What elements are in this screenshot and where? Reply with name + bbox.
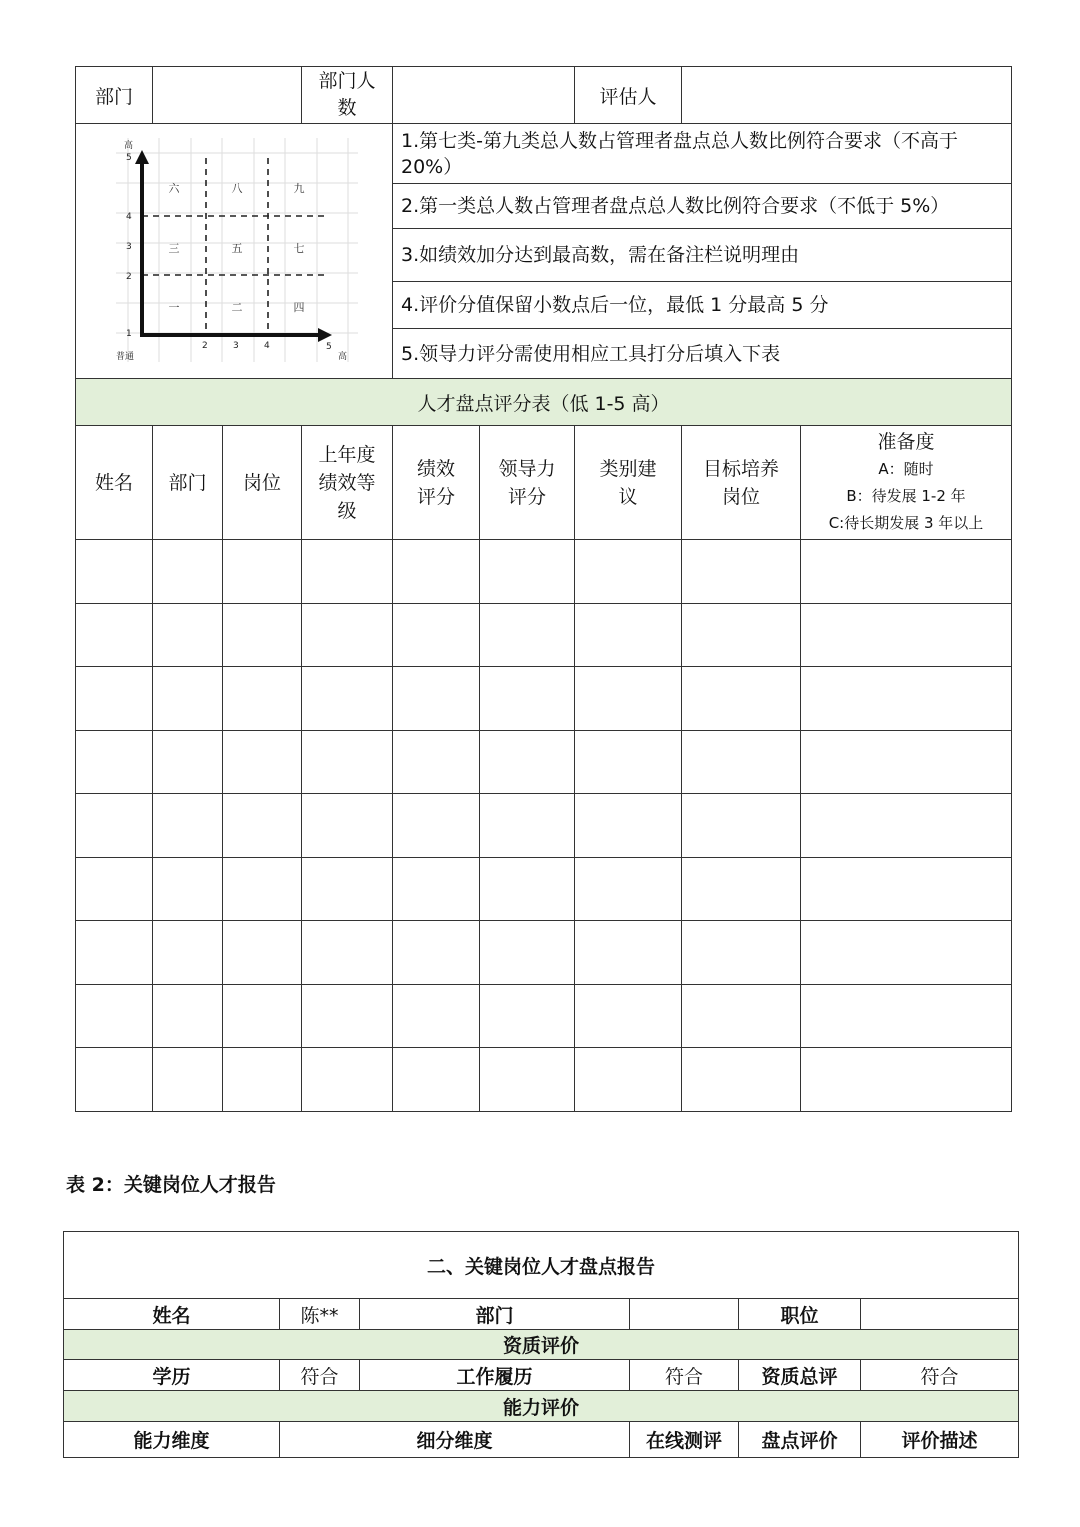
score-table-row — [76, 540, 1012, 604]
score-entry-cell[interactable] — [393, 921, 480, 985]
score-table-row — [76, 984, 1012, 1048]
score-table-row — [76, 794, 1012, 858]
col-last-year-line2: 绩效等 — [318, 471, 376, 494]
score-entry-cell[interactable] — [682, 794, 801, 858]
qualification-total-value[interactable]: 符合 — [861, 1360, 1019, 1391]
x-tick-2: 2 — [202, 341, 208, 351]
col-readiness-title: 准备度 — [877, 431, 935, 453]
col-category-suggestion — [575, 426, 682, 540]
score-entry-cell[interactable] — [480, 730, 575, 794]
ability-dimension-header: 能力维度 — [64, 1422, 280, 1458]
score-entry-cell[interactable] — [76, 794, 153, 858]
score-entry-cell[interactable] — [223, 603, 302, 667]
score-entry-cell[interactable] — [480, 603, 575, 667]
cell-7: 七 — [293, 242, 305, 255]
score-entry-cell[interactable] — [575, 984, 682, 1048]
score-entry-cell[interactable] — [153, 730, 223, 794]
score-entry-cell[interactable] — [801, 730, 1012, 794]
x-axis-start-label: 普通 — [116, 352, 135, 362]
readiness-option-a: A：随时 — [878, 460, 934, 478]
qualification-section: 资质评价 — [64, 1330, 1019, 1360]
score-entry-cell[interactable] — [682, 603, 801, 667]
score-entry-cell[interactable] — [76, 730, 153, 794]
y-axis-arrow-icon — [135, 150, 149, 164]
key-post-report-table — [63, 1231, 1019, 1458]
col-target-line2: 岗位 — [721, 485, 760, 508]
dept-value-cell[interactable] — [153, 67, 302, 124]
col-readiness — [801, 426, 1012, 540]
score-entry-cell[interactable] — [480, 794, 575, 858]
sub-dimension-header: 细分维度 — [280, 1422, 630, 1458]
score-table-title: 人才盘点评分表（低 1-5 高） — [76, 379, 1012, 426]
score-entry-cell[interactable] — [801, 921, 1012, 985]
rule-3: 3.如绩效加分达到最高数，需在备注栏说明理由 — [393, 229, 1012, 282]
cell-9: 九 — [293, 182, 305, 195]
score-entry-cell[interactable] — [801, 857, 1012, 921]
score-entry-cell[interactable] — [575, 857, 682, 921]
score-entry-cell[interactable] — [153, 1048, 223, 1112]
score-entry-cell[interactable] — [393, 540, 480, 604]
col-dept: 部门 — [153, 426, 223, 540]
col-leadership-score — [480, 426, 575, 540]
score-entry-cell[interactable] — [302, 667, 393, 731]
score-table-row — [76, 1048, 1012, 1112]
readiness-option-c: C:待长期发展 3 年以上 — [828, 514, 984, 532]
score-entry-cell[interactable] — [223, 667, 302, 731]
score-entry-cell[interactable] — [801, 667, 1012, 731]
score-entry-cell[interactable] — [480, 667, 575, 731]
y-tick-2: 2 — [126, 272, 132, 282]
dept-label: 部门 — [76, 67, 153, 124]
x-tick-3: 3 — [233, 341, 239, 351]
score-table-row — [76, 730, 1012, 794]
score-table-header — [76, 426, 1012, 540]
score-entry-cell[interactable] — [302, 730, 393, 794]
x-axis-high-label: 高 — [338, 352, 348, 362]
score-entry-cell[interactable] — [801, 603, 1012, 667]
score-entry-cell[interactable] — [682, 730, 801, 794]
score-entry-cell[interactable] — [302, 857, 393, 921]
cell-8: 八 — [231, 182, 243, 195]
col-lead-line2: 评分 — [507, 485, 546, 508]
score-entry-cell[interactable] — [393, 667, 480, 731]
y-tick-3: 3 — [126, 242, 132, 252]
score-entry-cell[interactable] — [801, 1048, 1012, 1112]
online-test-header: 在线测评 — [630, 1422, 739, 1458]
report-dept-value[interactable] — [630, 1299, 739, 1330]
score-entry-cell[interactable] — [76, 857, 153, 921]
score-table-row — [76, 857, 1012, 921]
score-entry-cell[interactable] — [682, 857, 801, 921]
cell-3: 三 — [168, 242, 180, 255]
score-entry-cell[interactable] — [682, 1048, 801, 1112]
qualification-total-label: 资质总评 — [739, 1360, 861, 1391]
x-axis-arrow-icon — [318, 328, 332, 342]
work-history-label: 工作履历 — [360, 1360, 630, 1391]
score-entry-cell[interactable] — [153, 667, 223, 731]
score-entry-cell[interactable] — [223, 984, 302, 1048]
score-entry-cell[interactable] — [76, 603, 153, 667]
score-entry-cell[interactable] — [575, 730, 682, 794]
cell-6: 六 — [168, 182, 180, 195]
dept-count-label — [302, 67, 393, 124]
report-name-value[interactable]: 陈** — [280, 1299, 360, 1330]
education-label: 学历 — [64, 1360, 280, 1391]
score-entry-cell[interactable] — [302, 984, 393, 1048]
cell-2: 二 — [231, 301, 243, 314]
col-lead-line1: 领导力 — [498, 457, 556, 480]
col-cat-line2: 议 — [618, 485, 638, 508]
report-position-label: 职位 — [739, 1299, 861, 1330]
score-entry-cell[interactable] — [153, 603, 223, 667]
score-table-body — [76, 540, 1012, 1112]
report-name-label: 姓名 — [64, 1299, 280, 1330]
score-entry-cell[interactable] — [575, 1048, 682, 1112]
score-entry-cell[interactable] — [223, 1048, 302, 1112]
assessor-value-cell[interactable] — [682, 67, 1012, 124]
score-entry-cell[interactable] — [223, 794, 302, 858]
score-entry-cell[interactable] — [480, 984, 575, 1048]
work-history-value[interactable]: 符合 — [630, 1360, 739, 1391]
col-last-year-line1: 上年度 — [318, 443, 376, 466]
table-2-caption: 表 2：关键岗位人才报告 — [66, 1174, 276, 1196]
score-entry-cell[interactable] — [682, 984, 801, 1048]
score-entry-cell[interactable] — [575, 794, 682, 858]
score-entry-cell[interactable] — [153, 921, 223, 985]
col-last-year-line3: 级 — [337, 499, 357, 522]
score-entry-cell[interactable] — [575, 540, 682, 604]
report-position-value[interactable] — [861, 1299, 1019, 1330]
score-entry-cell[interactable] — [302, 603, 393, 667]
score-entry-cell[interactable] — [801, 540, 1012, 604]
cell-4: 四 — [293, 301, 305, 314]
col-target-post — [682, 426, 801, 540]
col-name: 姓名 — [76, 426, 153, 540]
nine-box-grid — [76, 124, 392, 378]
score-entry-cell[interactable] — [393, 984, 480, 1048]
score-entry-cell[interactable] — [480, 1048, 575, 1112]
col-target-line1: 目标培养 — [702, 457, 779, 480]
score-entry-cell[interactable] — [393, 1048, 480, 1112]
score-entry-cell[interactable] — [153, 984, 223, 1048]
score-entry-cell[interactable] — [223, 921, 302, 985]
score-entry-cell[interactable] — [223, 857, 302, 921]
score-table-row — [76, 603, 1012, 667]
score-entry-cell[interactable] — [153, 540, 223, 604]
score-entry-cell[interactable] — [223, 540, 302, 604]
score-entry-cell[interactable] — [801, 984, 1012, 1048]
score-entry-cell[interactable] — [302, 921, 393, 985]
score-entry-cell[interactable] — [223, 730, 302, 794]
talent-review-table — [75, 66, 1012, 1112]
x-tick-5: 5 — [326, 342, 332, 352]
y-axis-high-label: 高 — [124, 141, 134, 151]
report-dept-label: 部门 — [360, 1299, 630, 1330]
score-entry-cell[interactable] — [393, 730, 480, 794]
score-entry-cell[interactable] — [76, 1048, 153, 1112]
rule-2: 2.第一类总人数占管理者盘点总人数比例符合要求（不低于 5%） — [393, 184, 1012, 229]
col-post: 岗位 — [223, 426, 302, 540]
col-perf-line1: 绩效 — [416, 457, 455, 480]
score-entry-cell[interactable] — [682, 540, 801, 604]
score-entry-cell[interactable] — [76, 921, 153, 985]
score-entry-cell[interactable] — [682, 667, 801, 731]
col-performance-score — [393, 426, 480, 540]
evaluation-description-header: 评价描述 — [861, 1422, 1019, 1458]
score-entry-cell[interactable] — [575, 667, 682, 731]
score-entry-cell[interactable] — [153, 794, 223, 858]
y-tick-5: 5 — [126, 153, 132, 163]
dept-count-label-line2: 数 — [337, 97, 357, 119]
score-entry-cell[interactable] — [76, 984, 153, 1048]
score-entry-cell[interactable] — [302, 794, 393, 858]
dept-count-label-line1: 部门人 — [318, 70, 376, 92]
score-entry-cell[interactable] — [76, 540, 153, 604]
score-entry-cell[interactable] — [575, 603, 682, 667]
score-entry-cell[interactable] — [480, 921, 575, 985]
report-title: 二、关键岗位人才盘点报告 — [64, 1232, 1019, 1299]
score-entry-cell[interactable] — [76, 667, 153, 731]
score-entry-cell[interactable] — [153, 857, 223, 921]
score-entry-cell[interactable] — [480, 857, 575, 921]
readiness-option-b: B：待发展 1-2 年 — [846, 487, 966, 505]
y-tick-4: 4 — [126, 212, 132, 222]
y-tick-1: 1 — [126, 329, 132, 339]
score-entry-cell[interactable] — [480, 540, 575, 604]
ability-section: 能力评价 — [64, 1391, 1019, 1422]
education-value[interactable]: 符合 — [280, 1360, 360, 1391]
score-entry-cell[interactable] — [393, 857, 480, 921]
assessor-label: 评估人 — [575, 67, 682, 124]
score-entry-cell[interactable] — [801, 794, 1012, 858]
score-entry-cell[interactable] — [575, 921, 682, 985]
col-cat-line1: 类别建 — [599, 457, 657, 480]
dept-count-value-cell[interactable] — [393, 67, 575, 124]
col-perf-line2: 评分 — [416, 485, 455, 508]
cell-1: 一 — [168, 301, 180, 314]
score-table-row — [76, 921, 1012, 985]
score-table-row — [76, 667, 1012, 731]
nine-box-grid-cell — [76, 124, 393, 379]
score-entry-cell[interactable] — [393, 603, 480, 667]
score-entry-cell[interactable] — [302, 1048, 393, 1112]
x-tick-4: 4 — [264, 341, 270, 351]
review-evaluation-header: 盘点评价 — [739, 1422, 861, 1458]
score-entry-cell[interactable] — [302, 540, 393, 604]
rule-4: 4.评价分值保留小数点后一位，最低 1 分最高 5 分 — [393, 282, 1012, 329]
cell-5: 五 — [231, 242, 243, 255]
col-last-year-grade — [302, 426, 393, 540]
rule-5: 5.领导力评分需使用相应工具打分后填入下表 — [393, 329, 1012, 379]
rule-1: 1.第七类-第九类总人数占管理者盘点总人数比例符合要求（不高于 20%） — [393, 124, 1012, 184]
score-entry-cell[interactable] — [682, 921, 801, 985]
score-entry-cell[interactable] — [393, 794, 480, 858]
